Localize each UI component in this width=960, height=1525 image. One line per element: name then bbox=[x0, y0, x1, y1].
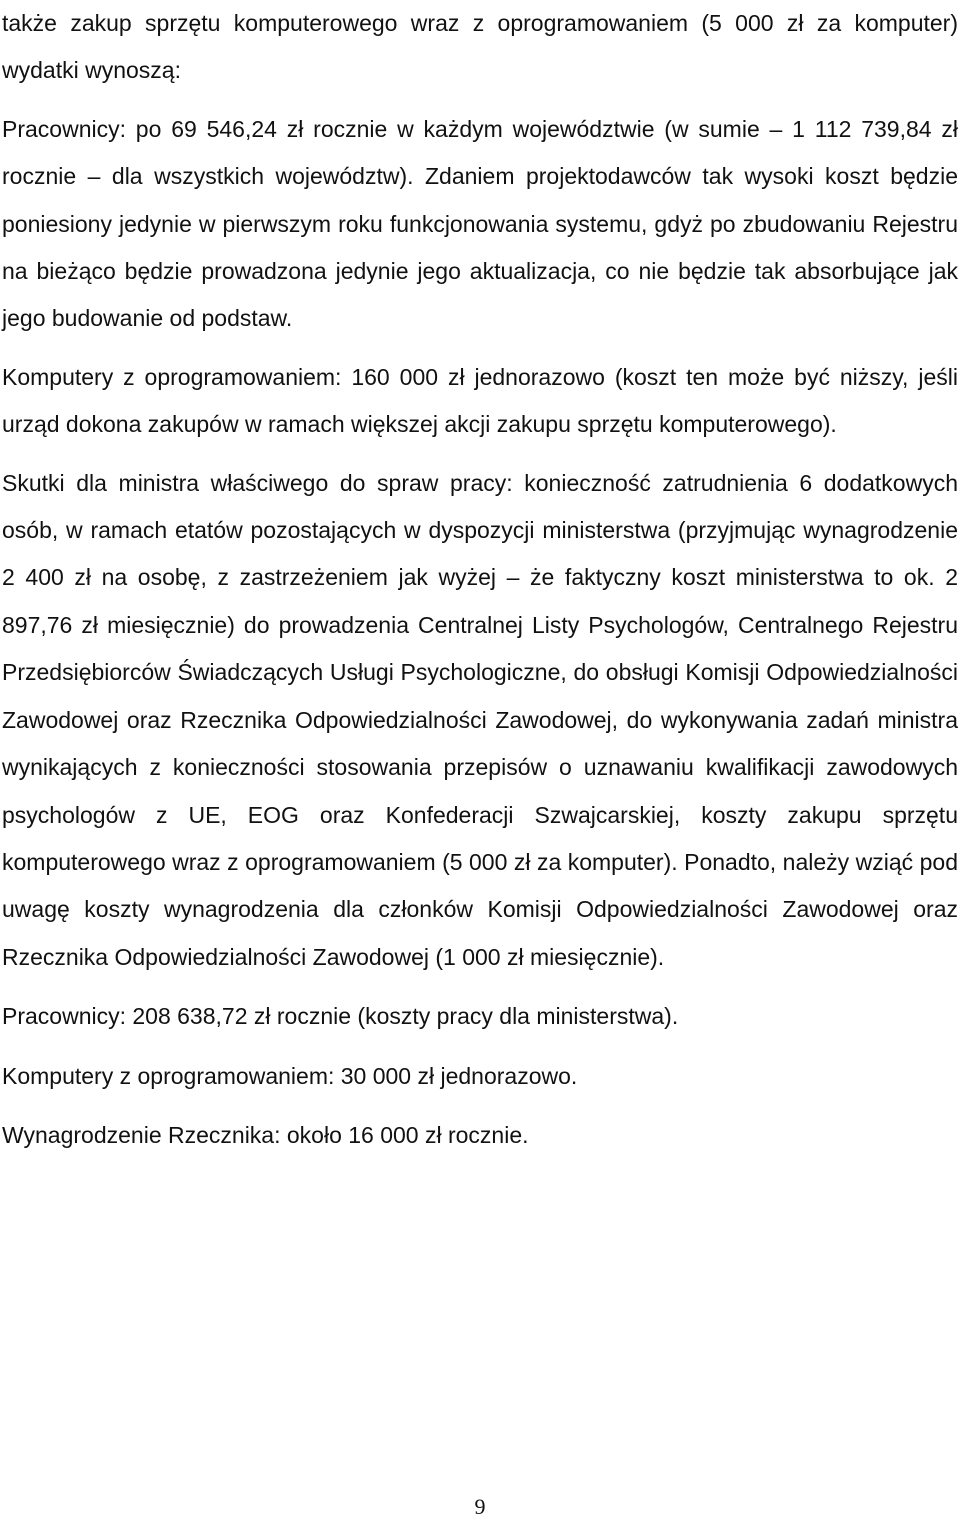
paragraph-voivodeship-staff: Pracownicy: po 69 546,24 zł rocznie w każdym województwie (w sumie – 1 112 739,84 zł rocznie – dla wszystkich województw). Zdaniem projektodawców tak wysoki koszt będzie poniesiony jedynie w pierwszym roku funkcjonowania systemu, gdyż po zbudowaniu Rejestru na bieżąco będzie prowadzona jedynie jego aktualizacja, co nie będzie tak absorbujące jak jego budowanie od podstaw. bbox=[2, 115, 958, 332]
paragraph-ombudsman-salary: Wynagrodzenie Rzecznika: około 16 000 zł rocznie. bbox=[2, 1121, 529, 1148]
paragraph-ministry-computers: Komputery z oprogramowaniem: 30 000 zł jednorazowo. bbox=[2, 1062, 578, 1089]
paragraph-voivodeship-computers: Komputery z oprogramowaniem: 160 000 zł jednorazowo (koszt ten może być niższy, jeśli urząd dokona zakupów w ramach większej akcji zakupu sprzętu komputerowego). bbox=[2, 363, 958, 438]
document-body bbox=[2, 0, 958, 1159]
paragraph-intro: także zakup sprzętu komputerowego wraz z oprogramowaniem (5 000 zł za komputer) wydatki wynoszą: bbox=[2, 10, 958, 84]
paragraph-ministry-staff: Pracownicy: 208 638,72 zł rocznie (koszty pracy dla ministerstwa). bbox=[2, 1003, 679, 1030]
page-number: 9 bbox=[474, 1494, 486, 1519]
paragraph-ministry-effects: Skutki dla ministra właściwego do spraw pracy: konieczność zatrudnienia 6 dodatkowych osób, w ramach etatów pozostających w dyspozycji ministerstwa (przyjmując wynagrodzenie 2 400 zł na osobę, z zastrzeżeniem jak wyżej – że faktyczny koszt ministerstwa to ok. 2 897,76 zł miesięcznie) do prowadzenia Centralnej Listy Psychologów, Centralnego Rejestru Przedsiębiorców Świadczących Usługi Psychologiczne, do obsługi Komisji Odpowiedzialności Zawodowej oraz Rzecznika Odpowiedzialności Zawodowej, do wykonywania zadań ministra wynikających z konieczności stosowania przepisów o uznawaniu kwalifikacji zawodowych psychologów z UE, EOG oraz Konfederacji Szwajcarskiej, koszty zakupu sprzętu komputerowego wraz z oprogramowaniem (5 000 zł za komputer). Ponadto, należy wziąć pod uwagę koszty wynagrodzenia dla członków Komisji Odpowiedzialności Zawodowej oraz Rzecznika Odpowiedzialności Zawodowej (1 000 zł miesięcznie). bbox=[2, 469, 958, 970]
